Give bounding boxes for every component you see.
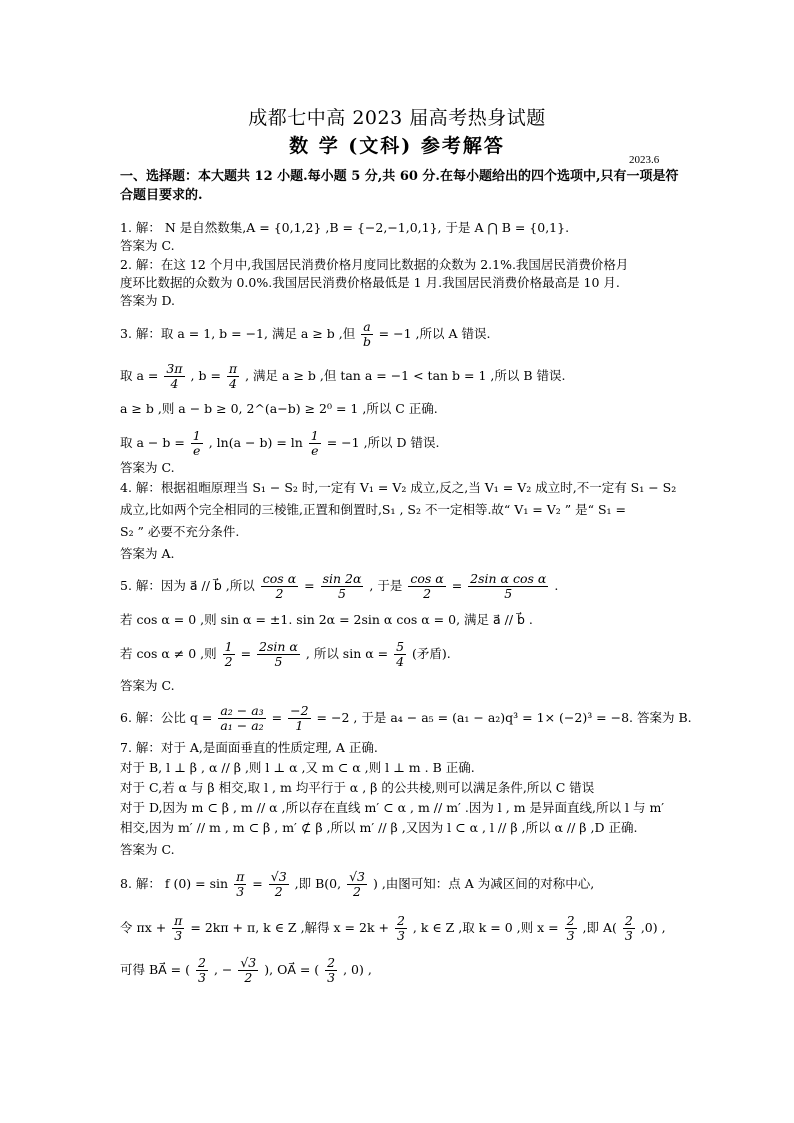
q6-eq: = bbox=[271, 710, 283, 725]
q8-text-e2: , − bbox=[213, 962, 233, 977]
q8-text-d3: , k ∈ Z ,取 k = 0 ,则 x = bbox=[412, 920, 559, 935]
q8-text-c: ) ,由图可知：点 A 为减区间的对称中心, bbox=[372, 876, 595, 891]
document-title: 成都七中高 2023 届高考热身试题 bbox=[248, 107, 546, 129]
q6-text-b: = −2 , 于是 a₄ − a₅ = (a₁ − a₂)q³ = 1× (−2)³ = −8. 答案为 B. bbox=[316, 710, 692, 725]
q3-text-c3: , 满足 a ≥ b ,但 tan a = −1 < tan b = 1 ,所以 B 错误. bbox=[245, 368, 566, 383]
q3-fraction-a-over-b: $\frac{a}{b}$ bbox=[362, 319, 371, 349]
q7-answer: 答案为 C. bbox=[120, 842, 175, 857]
q3-text-a: 3. 解：取 a = 1, b = −1, 满足 a ≥ b ,但 bbox=[120, 326, 356, 341]
q5-fraction-2: $\frac{\sin 2\alpha}{5}$ bbox=[322, 571, 362, 601]
q8-fraction-2: $\frac{√3}{2}$ bbox=[270, 869, 287, 899]
q5-fraction-6: $\frac{\text{2sin α}}{5}$ bbox=[259, 639, 298, 669]
q4-line2: 成立,比如两个完全相同的三棱锥,正置和倒置时,S₁ , S₂ 不一定相等.故“ V₁ = V₂ ” 是“ S₁ = bbox=[120, 502, 627, 517]
q7-line5: 相交,因为 m′ // m , m ⊂ β , m′ ⊄ β ,所以 m′ // β ,又因为 l ⊂ α , l // β ,所以 α // β ,D 正确. bbox=[120, 820, 638, 835]
q3-text-b: = −1 ,所以 A 错误. bbox=[378, 326, 491, 341]
q8-text-a: 8. 解： f (0) = sin bbox=[120, 876, 229, 891]
q7-line3: 对于 C,若 α 与 β 相交,取 l , m 均平行于 α , β 的公共棱,则可以满足条件,所以 C 错误 bbox=[120, 780, 595, 795]
q8-text-d1: 令 πx + bbox=[120, 920, 167, 935]
q3-answer: 答案为 C. bbox=[120, 460, 175, 475]
q7-line1: 7. 解：对于 A,是面面垂直的性质定理, A 正确. bbox=[120, 740, 378, 755]
q5-text-d2: , 所以 sin α = bbox=[305, 646, 389, 661]
q3-text-e2: , ln(a − b) = ln bbox=[208, 435, 303, 450]
q8-text-b: ,即 B(0, bbox=[294, 876, 342, 891]
q5-text-d1: 若 cos α ≠ 0 ,则 bbox=[120, 646, 217, 661]
q5-text-b: , 于是 bbox=[369, 578, 403, 593]
q8-eq: = bbox=[252, 876, 263, 891]
q5-fraction-1: $\frac{\text{cos α}}{2}$ bbox=[262, 571, 297, 601]
q5-text-a: 5. 解：因为 a⃗ // b⃗ ,所以 bbox=[120, 578, 255, 593]
q5-end: . bbox=[554, 578, 559, 593]
q7-line2: 对于 B, l ⊥ β , α // β ,则 l ⊥ α ,又 m ⊂ α ,则 l ⊥ m . B 正确. bbox=[120, 760, 475, 775]
q4-answer: 答案为 A. bbox=[120, 546, 175, 561]
q5-line2: 若 cos α = 0 ,则 sin α = ±1. sin 2α = 2sin α cos α = 0, 满足 a⃗ // b⃗ . bbox=[120, 612, 533, 627]
q3-fraction-3pi-4: $\frac{3\pi}{4}$ bbox=[166, 361, 183, 391]
q3-line4 bbox=[120, 429, 440, 458]
q2-line1: 2. 解：在这 12 个月中,我国居民消费价格月度同比数据的众数为 2.1%.我国居民消费价格月 bbox=[120, 257, 629, 272]
q3-line3: a ≥ b ,则 a − b ≥ 0, 2^(a−b) ≥ 2⁰ = 1 ,所以 C 正确. bbox=[120, 401, 438, 416]
q8-fraction-3: $\frac{√3}{2}$ bbox=[349, 869, 365, 899]
q5-eq3: = bbox=[240, 646, 252, 661]
q2-answer: 答案为 D. bbox=[120, 293, 176, 308]
q5-eq: = bbox=[304, 578, 315, 593]
q8-fraction-9: $\frac{√3}{2}$ bbox=[240, 955, 257, 985]
q5-fraction-3: $\frac{\text{cos α}}{2}$ bbox=[410, 571, 444, 601]
q1-answer: 答案为 C. bbox=[120, 238, 175, 253]
q5-line1 bbox=[120, 572, 558, 601]
q3-text-c2: , b = bbox=[190, 368, 221, 383]
q3-fraction-pi-4: $\frac{\pi}{4}$ bbox=[228, 361, 238, 391]
q8-text-d5: ,0) , bbox=[640, 920, 666, 935]
q4-line1: 4. 解：根据祖暅原理当 S₁ − S₂ 时,一定有 V₁ = V₂ 成立,反之,当 V₁ = V₂ 成立时,不一定有 S₁ − S₂ bbox=[120, 480, 677, 495]
q5-text-d3: (矛盾). bbox=[412, 646, 451, 661]
q6-fraction-2: $\frac{-2}{1}$ bbox=[290, 703, 309, 733]
q5-answer: 答案为 C. bbox=[120, 678, 175, 693]
q8-line2 bbox=[120, 914, 666, 943]
q5-fraction-4: $\frac{\text{2sin α cos α}}{5}$ bbox=[470, 571, 547, 601]
q8-text-d2: = 2kπ + π, k ∈ Z ,解得 x = 2k + bbox=[190, 920, 389, 935]
q8-text-e3: ), OA⃗ = ( bbox=[264, 962, 320, 977]
q8-fraction-1: $\frac{\pi}{3}$ bbox=[236, 869, 245, 899]
q8-line1 bbox=[120, 870, 594, 899]
q8-line3 bbox=[120, 956, 372, 985]
q5-eq2: = bbox=[451, 578, 463, 593]
q3-line2 bbox=[120, 362, 565, 391]
q8-text-e1: 可得 BA⃗ = ( bbox=[120, 962, 191, 977]
q4-line3: S₂ ” 必要不充分条件. bbox=[120, 524, 240, 539]
q5-fraction-5: $\frac{1}{2}$ bbox=[224, 639, 233, 669]
q7-line4: 对于 D,因为 m ⊂ β , m // α ,所以存在直线 m′ ⊂ α , m // m′ .因为 l , m 是异面直线,所以 l 与 m′ bbox=[120, 800, 665, 815]
q5-fraction-7: $\frac{5}{4}$ bbox=[396, 639, 405, 669]
q8-fraction-10: $\frac{2}{3}$ bbox=[327, 955, 336, 985]
section-heading: 一、选择题：本大题共 12 小题.每小题 5 分,共 60 分.在每小题给出的四个选项中,只有一项是符合题目要求的. bbox=[120, 169, 679, 203]
q8-fraction-8: $\frac{2}{3}$ bbox=[198, 955, 206, 985]
q2-line2: 度环比数据的众数为 0.0%.我国居民消费价格最低是 1 月.我国居民消费价格最高是 10 月. bbox=[120, 275, 620, 290]
q8-text-d4: ,即 A( bbox=[582, 920, 617, 935]
q5-line3 bbox=[120, 640, 451, 669]
q3-line1 bbox=[120, 320, 490, 349]
document-subtitle: 数 学 (文科) 参考解答 bbox=[289, 135, 505, 157]
q8-fraction-5: $\frac{2}{3}$ bbox=[396, 913, 405, 943]
q6-fraction-1: $\frac{\text{a₂ − a₃}}{\text{a₁ − a₂}}$ bbox=[220, 703, 264, 733]
q8-fraction-4: $\frac{\pi}{3}$ bbox=[174, 913, 183, 943]
q1-line: 1. 解： N 是自然数集,A = {0,1,2} ,B = {−2,−1,0,1}, 于是 A ⋂ B = {0,1}. bbox=[120, 220, 570, 235]
q3-fraction-1-e: $\frac{1}{e}$ bbox=[192, 428, 201, 458]
q3-fraction-1-e-b: $\frac{1}{e}$ bbox=[310, 428, 319, 458]
q6-text-a: 6. 解：公比 q = bbox=[120, 710, 213, 725]
q3-text-c1: 取 a = bbox=[120, 368, 159, 383]
q3-text-e3: = −1 ,所以 D 错误. bbox=[326, 435, 440, 450]
q3-text-e1: 取 a − b = bbox=[120, 435, 185, 450]
document-date: 2023.6 bbox=[629, 154, 660, 166]
q8-text-e4: , 0) , bbox=[343, 962, 372, 977]
q6-line1 bbox=[120, 704, 692, 733]
q8-fraction-6: $\frac{2}{3}$ bbox=[566, 913, 575, 943]
q8-fraction-7: $\frac{2}{3}$ bbox=[624, 913, 633, 943]
